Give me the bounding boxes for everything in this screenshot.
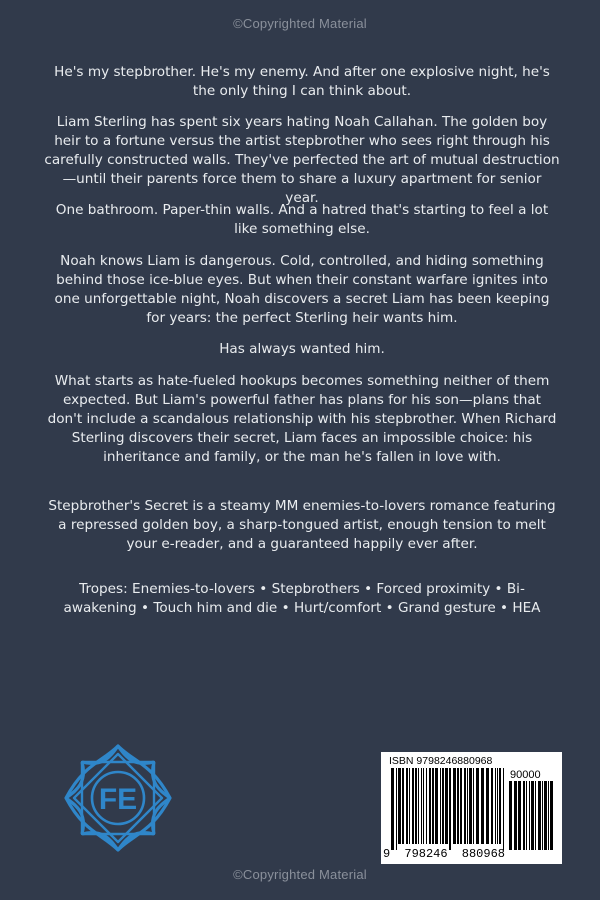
isbn-barcode [381, 752, 562, 864]
barcode-bar [495, 768, 496, 844]
price-code: 90000 [510, 769, 541, 781]
barcode-bar [514, 781, 517, 850]
barcode-bar [473, 768, 474, 844]
barcode-bar [491, 768, 493, 844]
barcode-bar [497, 768, 498, 844]
barcode-bars [391, 768, 505, 850]
barcode-bar [457, 768, 459, 844]
barcode-bar [542, 781, 543, 850]
barcode-bar [415, 768, 417, 844]
blurb-text: Stepbrother's Secret is a steamy MM enemies-to-lovers romance featuring a repressed golden boy, a sharp-tongued artist, enough tension to melt your e-reader, and a guaranteed happily ever after. [48, 498, 556, 552]
barcode-bar [486, 768, 489, 844]
knot-emblem-icon [60, 740, 176, 856]
addon-barcode-bars [509, 781, 555, 850]
blurb-paragraph-1 [44, 63, 560, 101]
blurb-text: He's my stepbrother. He's my enemy. And after one explosive night, he's the only thing I can think about. [54, 64, 550, 99]
barcode-bar [423, 768, 424, 844]
isbn-digit-group: 880968 [461, 847, 505, 861]
blurb-text: Liam Sterling has spent six years hating Noah Callahan. The golden boy heir to a fortune versus the artist stepbrother who sees right through his carefully constructed walls. They've perfected the art of mutual destruction—until their parents force them to share a luxury apartment for senior year. [44, 114, 560, 206]
isbn-digits [383, 847, 505, 861]
barcode-bar [402, 768, 404, 844]
isbn-label: ISBN 9798246880968 [389, 755, 493, 767]
barcode-bar [435, 768, 438, 844]
barcode-bar [469, 768, 472, 844]
barcode-bar [476, 768, 479, 844]
barcode-bar [398, 768, 401, 844]
publisher-logo [60, 740, 176, 856]
isbn-digit-group: 9 [383, 847, 391, 861]
barcode-bar [550, 781, 553, 850]
copyright-watermark-bottom: ©Copyrighted Material [233, 867, 367, 882]
tropes-list [44, 580, 560, 618]
blurb-paragraph-7 [44, 497, 560, 554]
copyright-watermark-top: ©Copyrighted Material [233, 16, 367, 31]
barcode-bar [531, 781, 534, 850]
barcode-bar [523, 781, 525, 850]
blurb-text: What starts as hate-fueled hookups becomes something neither of them expected. But Liam's powerful father has plans for his son—plans that don't include a scandalous relationship with his stepbrother. When Richard Sterling discovers their secret, Liam faces an impossible choice: his inheritance and family, or the man he's fallen in love with. [47, 373, 557, 465]
blurb-text: Has always wanted him. [219, 341, 385, 357]
blurb-paragraph-3 [44, 201, 560, 239]
isbn-digit-group: 798246 [404, 847, 448, 861]
barcode-bar [529, 781, 530, 850]
barcode-bar [440, 768, 441, 844]
blurb-paragraph-6 [44, 372, 560, 467]
barcode-bar [526, 781, 527, 850]
barcode-bar [538, 781, 541, 850]
barcode-bar [548, 781, 549, 850]
barcode-bar [509, 781, 512, 850]
barcode-bar [544, 781, 547, 850]
barcode-bar [409, 768, 410, 844]
barcode-bar [412, 768, 414, 844]
barcode-bar [535, 781, 536, 850]
barcode-bar [481, 768, 484, 844]
blurb-paragraph-4 [44, 252, 560, 328]
barcode-bar [426, 768, 427, 844]
barcode-bar [453, 768, 456, 844]
barcode-bar [503, 768, 504, 850]
barcode-bar [421, 768, 422, 844]
logo-letters: FE [98, 783, 138, 816]
barcode-bar [406, 768, 408, 844]
barcode-bar [499, 768, 501, 844]
barcode-bar [429, 768, 431, 844]
barcode-bar [432, 768, 434, 844]
blurb-paragraph-5 [44, 340, 560, 359]
blurb-text: One bathroom. Paper-thin walls. And a hatred that's starting to feel a lot like something else. [55, 202, 549, 237]
barcode-bar [445, 768, 448, 844]
barcode-bar [418, 768, 419, 844]
barcode-bar [449, 768, 451, 850]
barcode-bar [391, 768, 394, 850]
barcode-bar [442, 768, 444, 844]
tropes-text: Tropes: Enemies-to-lovers • Stepbrothers • Forced proximity • Bi-awakening • Touch him and die • Hurt/comfort • Grand gesture • HEA [63, 581, 541, 616]
blurb-paragraph-2 [44, 113, 560, 208]
barcode-bar [464, 768, 466, 844]
barcode-bar [467, 768, 468, 844]
blurb-text: Noah knows Liam is dangerous. Cold, controlled, and hiding something behind those ice-blue eyes. But when their constant warfare ignites into one unforgettable night, Noah discovers a secret Liam has been keeping for years: the perfect Sterling heir wants him. [54, 253, 550, 326]
barcode-bar [518, 781, 521, 850]
barcode-bar [460, 768, 462, 844]
barcode-bar [396, 768, 397, 850]
